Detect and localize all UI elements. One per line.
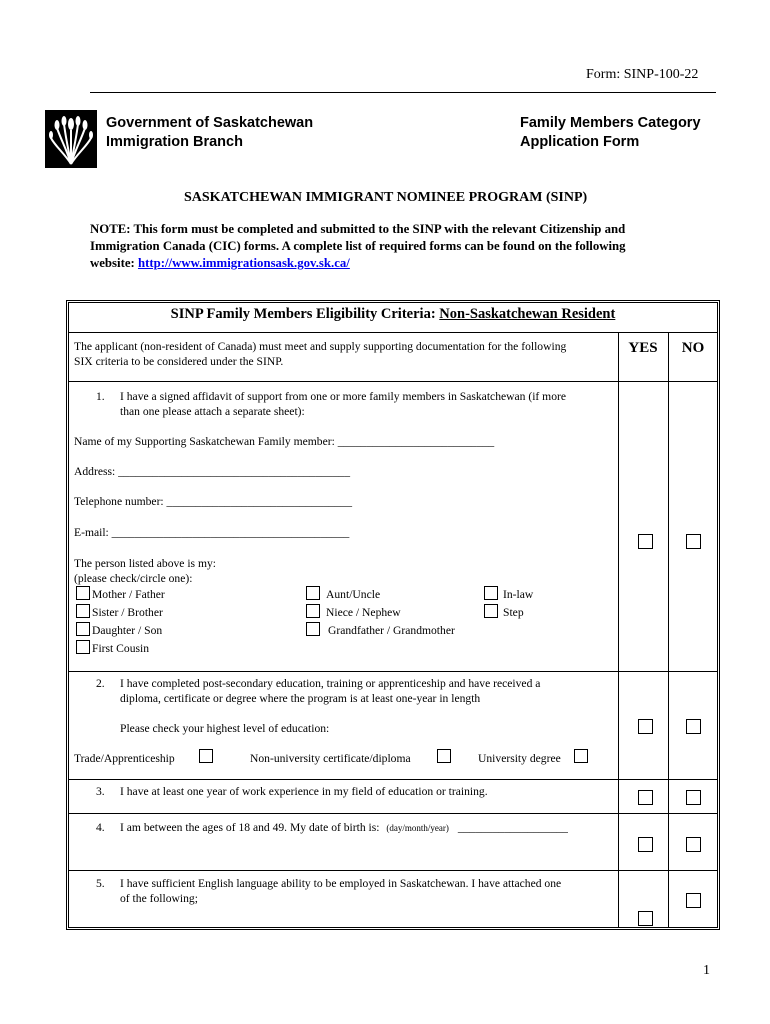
criterion-5-yes-checkbox[interactable] <box>638 911 653 926</box>
header-rule <box>90 92 716 93</box>
email-field[interactable]: E-mail: _________________________________________ <box>74 526 350 539</box>
label-aunt-uncle: Aunt/Uncle <box>326 588 381 601</box>
no-column-divider <box>668 332 669 928</box>
telephone-field[interactable]: Telephone number: ________________________________ <box>74 495 353 508</box>
yes-header: YES <box>628 340 658 356</box>
address-field[interactable]: Address: ________________________________________ <box>74 465 350 478</box>
checkbox-step[interactable] <box>484 604 498 618</box>
c1-line2: than one please attach a separate sheet): <box>120 405 305 418</box>
criterion-2-no-checkbox[interactable] <box>686 719 701 734</box>
gov-line1: Government of Saskatchewan <box>106 115 314 131</box>
label-in-law: In-law <box>503 588 534 601</box>
criterion-4-no-checkbox[interactable] <box>686 837 701 852</box>
checkbox-niece-nephew[interactable] <box>306 604 320 618</box>
criterion-5-no-checkbox[interactable] <box>686 893 701 908</box>
intro-line2: SIX criteria to be considered under the SINP. <box>74 355 284 368</box>
government-heading <box>106 114 313 152</box>
wheat-sheaf-icon <box>45 110 97 168</box>
category-heading <box>520 114 701 152</box>
note-line1: NOTE: This form must be completed and submitted to the SINP with the relevant Citizenship and <box>90 222 626 236</box>
criterion-4-text <box>120 820 568 836</box>
row-divider <box>68 671 718 672</box>
criterion-4-number: 4. <box>96 821 105 834</box>
no-header: NO <box>681 340 705 356</box>
label-trade-apprenticeship: Trade/Apprenticeship <box>74 752 175 765</box>
checkbox-non-university-certificate[interactable] <box>437 749 451 763</box>
criterion-2-yes-checkbox[interactable] <box>638 719 653 734</box>
criterion-3-text: I have at least one year of work experience in my field of education or training. <box>120 785 488 798</box>
table-title <box>68 305 718 323</box>
criterion-3-no-checkbox[interactable] <box>686 790 701 805</box>
label-niece-nephew: Niece / Nephew <box>326 606 401 619</box>
page-number: 1 <box>703 963 710 978</box>
date-of-birth-field[interactable]: ___________________ <box>457 821 568 834</box>
person-line2: (please check/circle one): <box>74 572 193 585</box>
checkbox-sister-brother[interactable] <box>76 604 90 618</box>
criterion-5-text <box>120 876 561 906</box>
checkbox-daughter-son[interactable] <box>76 622 90 636</box>
row-divider <box>68 870 718 871</box>
checkbox-university-degree[interactable] <box>574 749 588 763</box>
table-intro <box>74 339 566 369</box>
checkbox-aunt-uncle[interactable] <box>306 586 320 600</box>
criterion-2-text <box>120 676 540 706</box>
label-mother-father: Mother / Father <box>92 588 165 601</box>
c4-line1: I am between the ages of 18 and 49. My date of birth is: <box>120 821 380 834</box>
label-daughter-son: Daughter / Son <box>92 624 163 637</box>
c1-line1: I have a signed affidavit of support from one or more family members in Saskatchewan (if more <box>120 390 567 403</box>
label-first-cousin: First Cousin <box>92 642 150 655</box>
label-non-university-certificate: Non-university certificate/diploma <box>250 752 411 765</box>
criterion-1-number: 1. <box>96 390 105 403</box>
gov-line2: Immigration Branch <box>106 134 243 150</box>
dob-hint: (day/month/year) <box>386 823 449 833</box>
c2-line2: diploma, certificate or degree where the program is at least one-year in length <box>120 692 481 705</box>
checkbox-mother-father[interactable] <box>76 586 90 600</box>
criterion-3-number: 3. <box>96 785 105 798</box>
row-divider <box>68 381 718 382</box>
c2-line1: I have completed post-secondary education, training or apprenticeship and have received a <box>120 677 541 690</box>
program-title: SASKATCHEWAN IMMIGRANT NOMINEE PROGRAM (SINP) <box>184 190 588 205</box>
note-line3 <box>90 255 626 272</box>
criterion-1-no-checkbox[interactable] <box>686 534 701 549</box>
row-divider <box>68 332 718 333</box>
c5-line2: of the following; <box>120 892 198 905</box>
checkbox-grandfather-grandmother[interactable] <box>306 622 320 636</box>
criterion-5-number: 5. <box>96 877 105 890</box>
note-website-label: website: <box>90 256 138 270</box>
checkbox-first-cousin[interactable] <box>76 640 90 654</box>
website-link[interactable]: http://www.immigrationsask.gov.sk.ca/ <box>137 256 350 270</box>
label-step: Step <box>503 606 524 619</box>
supporting-member-name-field[interactable]: Name of my Supporting Saskatchewan Family member: ___________________________ <box>74 435 495 448</box>
relationship-prompt <box>74 556 216 586</box>
note-block <box>90 221 626 272</box>
table-title-prefix: SINP Family Members Eligibility Criteria: <box>170 306 440 322</box>
cat-line1: Family Members Category <box>520 115 701 131</box>
row-divider <box>68 779 718 780</box>
criterion-2-number: 2. <box>96 677 105 690</box>
label-grandfather-grandmother: Grandfather / Grandmother <box>328 624 455 637</box>
criterion-1-text <box>120 389 566 419</box>
criterion-4-yes-checkbox[interactable] <box>638 837 653 852</box>
label-sister-brother: Sister / Brother <box>92 606 163 619</box>
c5-line1: I have sufficient English language ability to be employed in Saskatchewan. I have attached one <box>120 877 562 890</box>
checkbox-in-law[interactable] <box>484 586 498 600</box>
yes-column-divider <box>618 332 619 928</box>
cat-line2: Application Form <box>520 134 640 150</box>
note-line2: Immigration Canada (CIC) forms. A complete list of required forms can be found on the following <box>90 239 626 253</box>
row-divider <box>68 813 718 814</box>
table-title-emph: Non-Saskatchewan Resident <box>439 306 616 322</box>
intro-line1: The applicant (non-resident of Canada) must meet and supply supporting documentation for the following <box>74 340 567 353</box>
checkbox-trade-apprenticeship[interactable] <box>199 749 213 763</box>
criterion-1-yes-checkbox[interactable] <box>638 534 653 549</box>
education-prompt: Please check your highest level of education: <box>120 722 330 735</box>
person-line1: The person listed above is my: <box>74 557 216 570</box>
label-university-degree: University degree <box>478 752 561 765</box>
criterion-3-yes-checkbox[interactable] <box>638 790 653 805</box>
form-number: Form: SINP-100-22 <box>586 67 699 82</box>
